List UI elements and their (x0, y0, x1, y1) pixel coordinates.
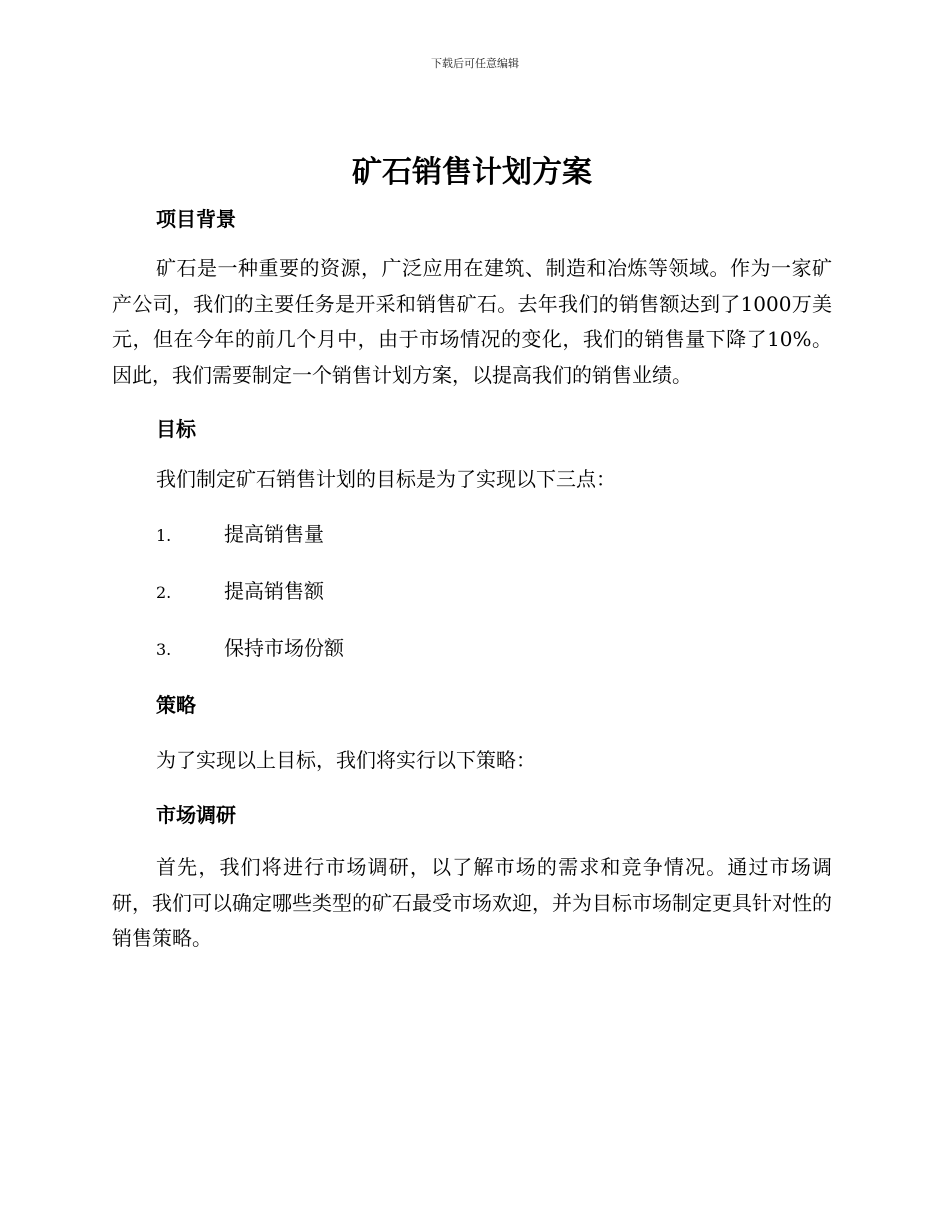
list-item (112, 633, 832, 665)
list-text: 提高销售额 (224, 579, 324, 603)
document-content (112, 148, 832, 957)
heading-goals: 目标 (156, 417, 196, 441)
list-item (112, 576, 832, 608)
list-text: 保持市场份额 (224, 636, 344, 660)
paragraph-strategy-intro: 为了实现以上目标，我们将实行以下策略： (156, 748, 536, 772)
list-number: 1. (156, 526, 172, 545)
heading-market-research: 市场调研 (156, 803, 236, 827)
header-note: 下载后可任意编辑 (431, 57, 519, 70)
list-number: 3. (156, 640, 172, 659)
list-number: 2. (156, 583, 172, 602)
heading-strategy: 策略 (156, 693, 196, 717)
paragraph-background: 矿石是一种重要的资源，广泛应用在建筑、制造和冶炼等领域。作为一家矿产公司，我们的主要任务是开采和销售矿石。去年我们的销售额达到了1000万美元，但在今年的前几个月中，由于市场情况的变化，我们的销售量下降了10%。因此，我们需要制定一个销售计划方案，以提高我们的销售业绩。 (112, 256, 832, 387)
document-title: 矿石销售计划方案 (352, 155, 592, 190)
paragraph-goals-intro: 我们制定矿石销售计划的目标是为了实现以下三点： (156, 467, 616, 491)
list-item (112, 519, 832, 551)
heading-background: 项目背景 (156, 207, 236, 231)
list-text: 提高销售量 (224, 522, 324, 546)
paragraph-market-research: 首先，我们将进行市场调研，以了解市场的需求和竞争情况。通过市场调研，我们可以确定哪些类型的矿石最受市场欢迎，并为目标市场制定更具针对性的销售策略。 (112, 855, 832, 950)
